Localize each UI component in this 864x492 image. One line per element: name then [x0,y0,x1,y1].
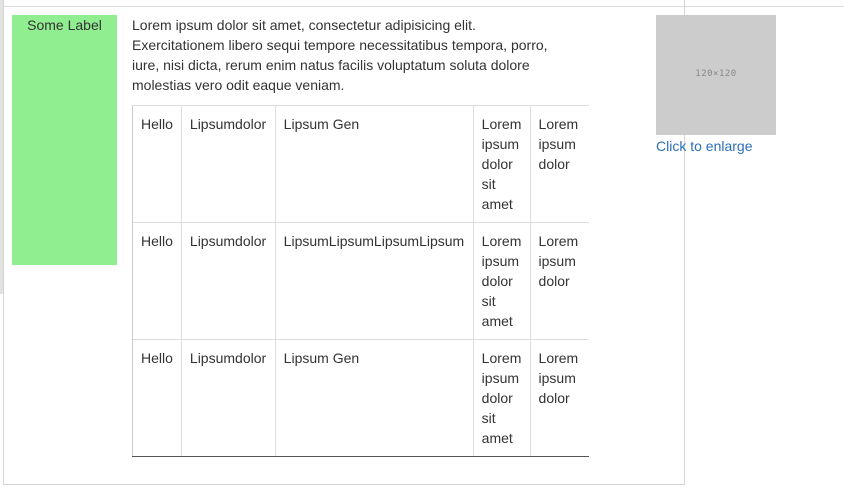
table-cell: Lorem ipsum dolor sit amet [473,340,530,457]
label-text: Some Label [27,17,102,33]
table-row [133,340,590,457]
data-table [132,105,589,457]
table-cell: Lipsum Gen [275,340,473,457]
table-cell: LipsumLipsumLipsumLipsum [275,223,473,340]
intro-paragraph: Lorem ipsum dolor sit amet, consectetur adipisicing elit. Exercitationem libero sequi tempore necessitatibus tempora, porro, iure, nisi dicta, rerum enim natus facilis voluptatum soluta dolore molestias vero odit eaque veniam. [132,17,548,93]
table-cell: Lorem ipsum dolor sit amet [473,106,530,223]
table-cell: Hello [133,223,182,340]
label-panel [12,15,117,265]
table-cell: Lorem ipsum dolor sit amet [473,223,530,340]
table-cell: Lorem ipsum dolor [530,223,589,340]
table-cell: Lipsum Gen [275,106,473,223]
table-cell: Lorem ipsum dolor [530,106,589,223]
thumbnail-image[interactable] [656,15,776,135]
table-cell: Lipsumdolor [181,340,275,457]
table-cell: Hello [133,106,182,223]
thumbnail-placeholder-text: 120×120 [695,69,737,79]
table-row [133,223,590,340]
table-cell: Lipsumdolor [181,223,275,340]
table-cell: Lipsumdolor [181,106,275,223]
table-cell: Hello [133,340,182,457]
table-cell: Lorem ipsum dolor [530,340,589,457]
data-table-container [132,105,589,458]
click-to-enlarge-link[interactable]: Click to enlarge [656,138,753,154]
table-row [133,106,590,223]
